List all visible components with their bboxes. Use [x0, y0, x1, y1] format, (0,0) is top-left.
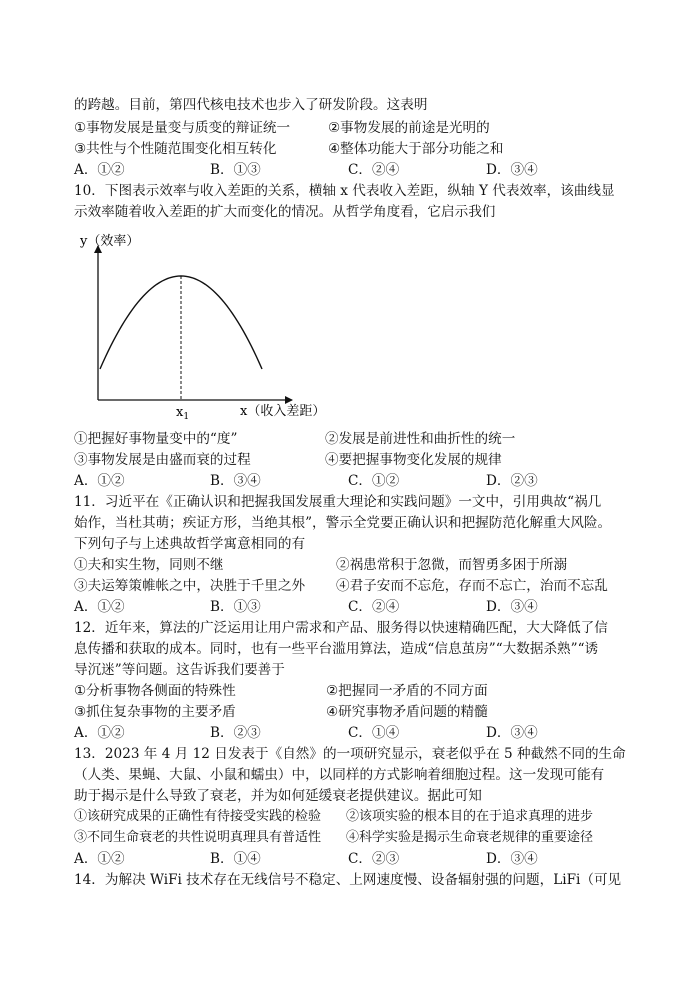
- q12-option-c: C．①④: [348, 725, 400, 741]
- q12-option-a: A．①②: [74, 725, 125, 741]
- y-axis-label: y（效率）: [80, 234, 140, 249]
- q12-stem-line-1: 12．近年来，算法的广泛运用让用户需求和产品、服务得以快速精确匹配，大大降低了信: [74, 620, 608, 636]
- q11-statement-4: ④君子安而不忘危，存而不忘亡，治而不忘乱: [336, 578, 608, 594]
- q12-statement-4: ④研究事物矛盾问题的精髓: [326, 704, 488, 720]
- q11-option-b: B．①③: [210, 599, 261, 615]
- q12-option-d: D．③④: [486, 725, 538, 741]
- q12-option-b: B．②③: [210, 725, 261, 741]
- q13-option-b: B．①④: [210, 851, 261, 867]
- q11-stem-line-1: 11．习近平在《正确认识和把握我国发展重大理论和实践问题》一文中，引用典故“祸几: [74, 494, 602, 510]
- q11-statement-3: ③夫运筹策帷帐之中，决胜于千里之外: [74, 578, 306, 594]
- efficiency-income-chart: [70, 228, 350, 424]
- q10-option-a: A．①②: [74, 473, 125, 489]
- q10-stem-line-2: 示效率随着收入差距的扩大而变化的情况。从哲学角度看，它启示我们: [74, 204, 496, 220]
- q13-option-c: C．②③: [348, 851, 400, 867]
- q10-option-d: D．②③: [486, 473, 538, 489]
- q11-option-a: A．①②: [74, 599, 125, 615]
- x-axis-label: x（收入差距）: [240, 404, 326, 419]
- q9-statement-4: ④整体功能大于部分功能之和: [328, 141, 504, 157]
- x1-tick-base: x: [176, 405, 184, 420]
- x1-tick-subscript: 1: [183, 412, 190, 422]
- q13-statement-2: ②该项实验的根本目的在于追求真理的进步: [346, 809, 594, 824]
- q10-statement-4: ④要把握事物变化发展的规律: [325, 452, 502, 468]
- q10-statement-3: ③事物发展是由盛而衰的过程: [74, 452, 251, 468]
- q9-option-d: D．③④: [486, 162, 538, 178]
- q13-stem-line-1: 13．2023 年 4 月 12 日发表于《自然》的一项研究显示，衰老似乎在 5 种截然不同的生命: [74, 746, 626, 762]
- x1-tick-label: [176, 405, 189, 422]
- q11-stem-line-2: 始作，当杜其萌；疾证方形，当绝其根”，警示全党要正确认识和把握防范化解重大风险。: [74, 515, 612, 531]
- q10-option-b: B．③④: [210, 473, 261, 489]
- q13-statement-1: ①该研究成果的正确性有待接受实践的检验: [74, 809, 322, 824]
- q9-option-b: B．①③: [210, 162, 261, 178]
- q12-statement-1: ①分析事物各侧面的特殊性: [74, 683, 236, 699]
- q11-statement-2: ②祸患常积于忽微，而智勇多困于所溺: [336, 557, 568, 573]
- q13-option-d: D．③④: [486, 851, 538, 867]
- q12-stem-line-3: 导沉迷”等问题。这告诉我们要善于: [74, 662, 285, 678]
- q11-option-d: D．③④: [486, 599, 538, 615]
- q11-stem-line-3: 下列句子与上述典故哲学寓意相同的有: [74, 536, 306, 552]
- q12-stem-line-2: 息传播和获取的成本。同时，也有一些平台滥用算法，造成“信息茧房”“大数据杀熟”“诱: [74, 641, 599, 657]
- q9-statement-3: ③共性与个性随范围变化相互转化: [74, 141, 277, 157]
- q10-option-c: C．①②: [348, 473, 400, 489]
- q10-statement-2: ②发展是前进性和曲折性的统一: [325, 431, 516, 447]
- q11-option-c: C．②④: [348, 599, 400, 615]
- q13-option-a: A．①②: [74, 851, 125, 867]
- q11-statement-1: ①夫和实生物，同则不继: [74, 557, 224, 573]
- q9-statement-1: ①事物发展是量变与质变的辩证统一: [74, 120, 291, 136]
- q12-statement-2: ②把握同一矛盾的不同方面: [326, 683, 488, 699]
- q13-stem-line-2: （人类、果蝇、大鼠、小鼠和蠕虫）中，以同样的方式影响着细胞过程。这一发现可能有: [74, 767, 605, 783]
- q9-option-c: C．②④: [348, 162, 400, 178]
- q13-stem-line-3: 助于揭示是什么导致了衰老，并为如何延缓衰老提供建议。据此可知: [74, 788, 482, 804]
- q14-stem-line-1: 14．为解决 WiFi 技术存在无线信号不稳定、上网速度慢、设备辐射强的问题，LiFi（可见: [74, 872, 622, 888]
- q9-continuation: 的跨越。目前，第四代核电技术也步入了研发阶段。这表明: [74, 97, 428, 113]
- q9-statement-2: ②事物发展的前途是光明的: [328, 120, 490, 136]
- q13-statement-4: ④科学实验是揭示生命衰老规律的重要途径: [346, 830, 594, 845]
- q10-statement-1: ①把握好事物量变中的“度”: [74, 431, 238, 447]
- q12-statement-3: ③抓住复杂事物的主要矛盾: [74, 704, 236, 720]
- q13-statement-3: ③不同生命衰老的共性说明真理具有普适性: [74, 830, 322, 845]
- q10-stem-line-1: 10．下图表示效率与收入差距的关系，横轴 x 代表收入差距，纵轴 Y 代表效率，该曲线显: [74, 183, 615, 199]
- q9-option-a: A．①②: [74, 162, 125, 178]
